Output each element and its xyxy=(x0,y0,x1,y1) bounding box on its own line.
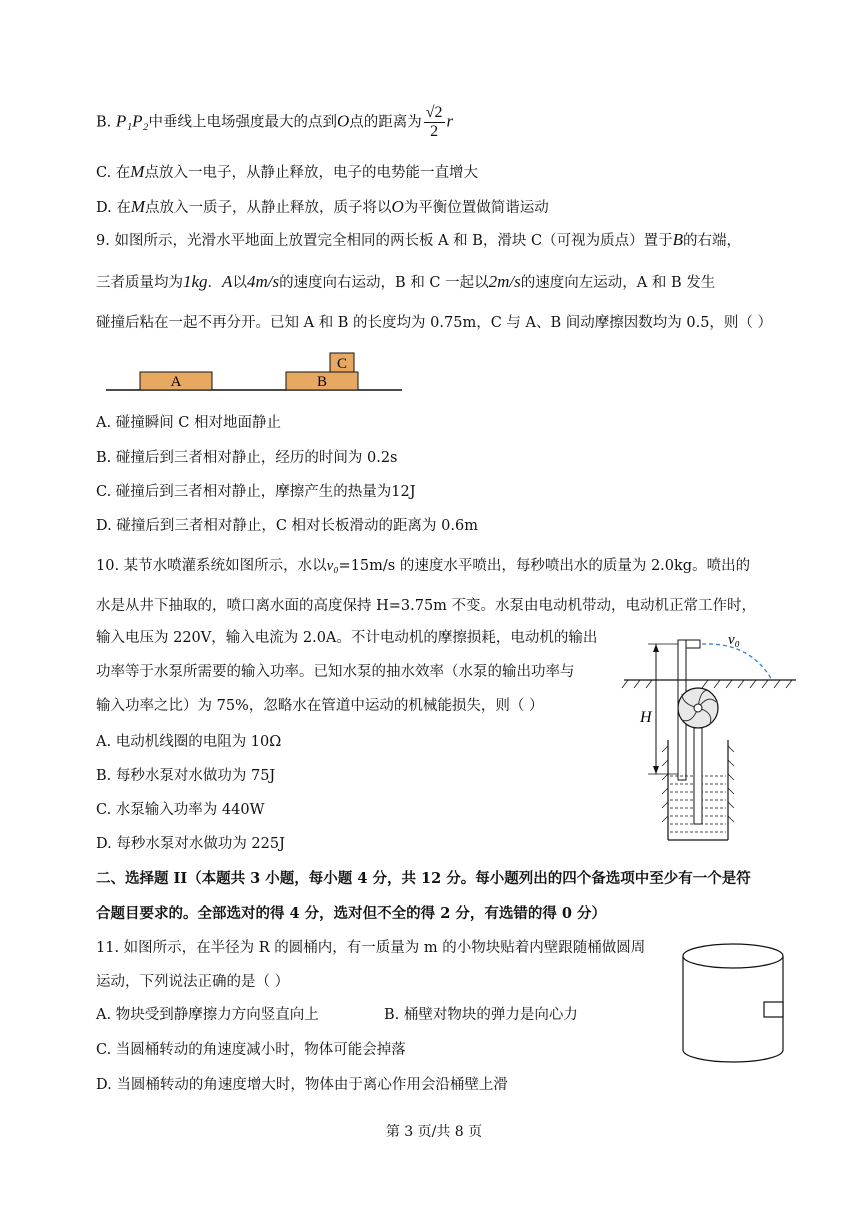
q8-option-b xyxy=(96,104,453,141)
q11-option-d-text: D. 当圆桶转动的角速度增大时，物体由于离心作用会沿桶壁上滑 xyxy=(96,1077,508,1093)
q8-fraction xyxy=(424,104,445,141)
q11-option-b xyxy=(384,1005,578,1025)
q8-option-d-text: 点放入一质子，从静止释放，质子将以 xyxy=(145,200,392,216)
q9-option-d xyxy=(96,516,478,536)
q10-stem-line3 xyxy=(96,628,597,648)
fraction-numerator: √2 xyxy=(425,104,443,121)
suction-pipe xyxy=(694,728,702,824)
q8-o-symbol: O xyxy=(391,197,404,216)
section2-line2 xyxy=(96,904,606,924)
q8-option-c xyxy=(96,162,478,183)
q8-option-d xyxy=(96,197,549,218)
height-label: H xyxy=(640,709,652,726)
q10-option-a-text: A. 电动机线圈的电阻为 10Ω xyxy=(96,734,282,750)
q10-stem-line1 xyxy=(96,556,750,576)
page-number: 第 3 页/共 8 页 xyxy=(385,1124,483,1140)
q8-option-c-text: 点放入一电子，从静止释放，电子的电势能一直增大 xyxy=(144,165,478,181)
q8-r-symbol: r xyxy=(446,111,454,131)
q11-text: 运动，下列说法正确的是（ ） xyxy=(96,974,290,990)
block-c-label: C xyxy=(336,356,348,372)
q11-stem-line1 xyxy=(96,938,645,958)
q10-text: 10. 某节水喷灌系统如图所示，水以 xyxy=(96,558,327,574)
q11-option-a xyxy=(96,1005,319,1025)
q9-b-symbol: B xyxy=(672,230,683,249)
q9-text: 的速度向左运动，A 和 B 发生 xyxy=(520,275,716,291)
q10-option-d xyxy=(96,834,285,854)
fraction-denominator: 2 xyxy=(430,123,439,140)
ground-hatch xyxy=(622,680,792,688)
cylinder-bottom xyxy=(683,1050,783,1062)
q11-option-d xyxy=(96,1075,508,1095)
q10-stem-line2 xyxy=(96,596,756,616)
q10-v0-symbol: v₀ xyxy=(326,558,339,574)
q11-cylinder-figure xyxy=(676,938,796,1070)
q9-text: 以 xyxy=(232,275,247,291)
board-a-label: A xyxy=(170,374,182,390)
q9-option-c-text: C. 碰撞后到三者相对静止，摩擦产生的热量为12J xyxy=(96,484,416,500)
q9-text: 三者质量均为 xyxy=(96,275,183,291)
q10-text: 输入电压为 220V，输入电流为 2.0A。不计电动机的摩擦损耗，电动机的输出 xyxy=(96,630,598,646)
q10-option-c xyxy=(96,800,264,820)
q11-stem-line2 xyxy=(96,972,289,992)
q10-option-a xyxy=(96,732,281,752)
q11-option-c xyxy=(96,1040,406,1060)
section2-line1 xyxy=(96,869,751,889)
q9-option-b-text: B. 碰撞后到三者相对静止，经历的时间为 0.2s xyxy=(96,450,398,466)
q9-option-b xyxy=(96,448,397,468)
v0-label: v₀ xyxy=(728,632,740,648)
q8-m-symbol: M xyxy=(130,162,145,181)
q8-option-d-prefix: D. 在 xyxy=(96,200,131,216)
q10-stem-line5 xyxy=(96,696,543,716)
q10-option-c-text: C. 水泵输入功率为 440W xyxy=(96,802,265,818)
q9-option-a xyxy=(96,413,281,433)
q10-option-b xyxy=(96,766,275,786)
small-block xyxy=(764,1002,783,1017)
q10-text: 功率等于水泵所需要的输入功率。已知水泵的抽水效率（水泵的输出功率与 xyxy=(96,664,575,680)
section2-text: 合题目要求的。全部选对的得 4 分，选对但不全的得 2 分，有选错的得 0 分） xyxy=(96,905,607,922)
q8-m-symbol: M xyxy=(130,197,145,216)
q9-stem-line1 xyxy=(96,230,741,251)
q9-text: 9. 如图所示，光滑水平地面上放置完全相同的两长板 A 和 B，滑块 C（可视为质点）置于 xyxy=(96,233,673,249)
q8-o-symbol: O xyxy=(336,111,350,131)
q9-text: 的右端， xyxy=(683,233,741,249)
q9-text: 碰撞后粘在一起不再分开。已知 A 和 B 的长度均为 0.75m，C 与 A、B 间动摩擦因数均为 0.5，则（ ） xyxy=(96,315,773,331)
q9-option-a-text: A. 碰撞瞬间 C 相对地面静止 xyxy=(96,415,282,431)
q9-stem-line3 xyxy=(96,313,772,333)
q9-boards-figure xyxy=(100,348,410,398)
q9-a-symbol: A xyxy=(222,272,233,291)
q11-text: 11. 如图所示，在半径为 R 的圆桶内，有一质量为 m 的小物块贴着内壁跟随桶做圆周 xyxy=(96,940,646,956)
q8-option-c-prefix: C. 在 xyxy=(96,165,131,181)
q10-option-b-text: B. 每秒水泵对水做功为 75J xyxy=(96,768,276,784)
q10-option-d-text: D. 每秒水泵对水做功为 225J xyxy=(96,836,285,852)
q9-option-c xyxy=(96,482,416,502)
q9-text: 的速度向右运动，B 和 C 一起以 xyxy=(279,275,489,291)
q11-option-a-text: A. 物块受到静摩擦力方向竖直向上 xyxy=(96,1007,319,1023)
cylinder-top xyxy=(683,944,783,968)
water-trajectory xyxy=(702,644,772,680)
q9-speed-bc: 2m/s xyxy=(488,272,521,291)
q10-text: =15m/s 的速度水平喷出，每秒喷出水的质量为 2.0kg。喷出的 xyxy=(338,558,751,574)
q8-option-b-prefix: B. xyxy=(96,114,112,131)
q9-option-d-text: D. 碰撞后到三者相对静止，C 相对长板滑动的距离为 0.6m xyxy=(96,518,478,534)
q8-p1p2-symbol: P₁P₂ xyxy=(115,111,149,131)
q9-text: ． xyxy=(207,275,223,291)
q10-stem-line4 xyxy=(96,662,575,682)
q8-option-d-text2: 为平衡位置做简谐运动 xyxy=(403,200,549,216)
q10-text: 输入功率之比）为 75%，忽略水在管道中运动的机械能损失，则（ ） xyxy=(96,698,544,714)
q8-option-b-text2: 点的距离为 xyxy=(349,114,422,131)
q8-option-b-text: 中垂线上电场强度最大的点到 xyxy=(148,114,337,131)
q9-mass-value: 1kg xyxy=(183,272,208,291)
q9-speed-a: 4m/s xyxy=(246,272,280,291)
q11-option-c-text: C. 当圆桶转动的角速度减小时，物体可能会掉落 xyxy=(96,1042,406,1058)
section2-text: 二、选择题 II（本题共 3 小题，每小题 4 分，共 12 分。每小题列出的四个备选项中至少有一个是符 xyxy=(96,870,751,887)
q10-text: 水是从井下抽取的，喷口离水面的高度保持 H=3.75m 不变。水泵由电动机带动，电动机正常工作时， xyxy=(96,598,757,614)
q9-stem-line2 xyxy=(96,272,715,293)
board-b-label: B xyxy=(316,374,328,390)
q10-pump-figure xyxy=(620,628,800,848)
q11-option-b-text: B. 桶壁对物块的弹力是向心力 xyxy=(384,1007,578,1023)
